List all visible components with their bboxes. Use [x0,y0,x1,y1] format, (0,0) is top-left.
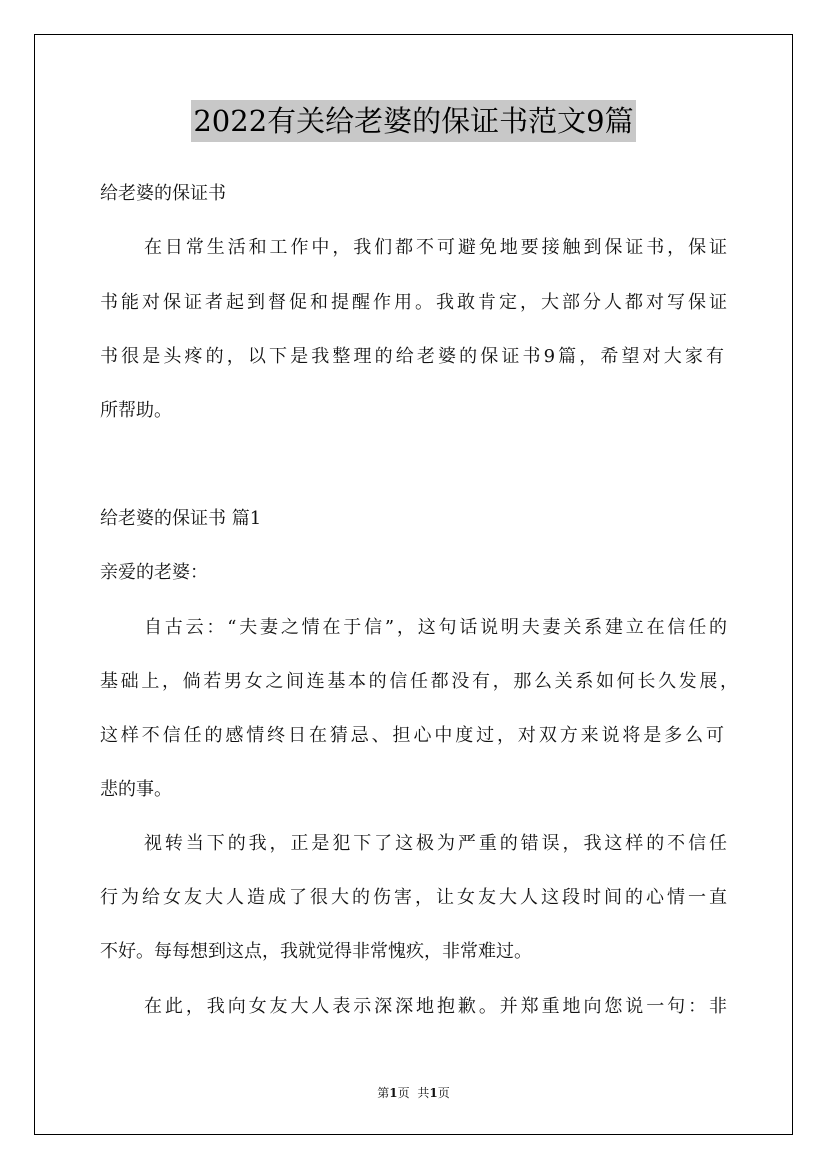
page-footer [0,1084,827,1101]
para1-line-4: 悲的事。 [100,779,172,800]
para1-line-2: 基础上，倘若男女之间连基本的信任都没有，那么关系如何长久发展， [100,671,738,692]
page-suffix: 页 [397,1086,410,1100]
para2-line-2: 行为给女友大人造成了很大的伤害，让女友大人这段时间的心情一直 [100,887,727,908]
para2-line-1: 视转当下的我，正是犯下了这极为严重的错误，我这样的不信任 [144,833,727,854]
intro-line-4: 所帮助。 [100,400,172,421]
total-suffix: 页 [437,1086,450,1100]
intro-line-1: 在日常生活和工作中，我们都不可避免地要接触到保证书，保证 [144,237,727,258]
intro-line-2: 书能对保证者起到督促和提醒作用。我敢肯定，大部分人都对写保证 [100,292,727,313]
para1-line-1: 自古云：“夫妻之情在于信”，这句话说明夫妻关系建立在信任的 [144,617,727,638]
article-heading: 给老婆的保证书 篇1 [100,508,262,529]
salutation: 亲爱的老婆： [100,562,208,583]
intro-line-3: 书很是头疼的，以下是我整理的给老婆的保证书9篇，希望对大家有 [100,346,724,367]
title-container [0,100,827,142]
page-prefix: 第 [377,1086,390,1100]
page-number: 1 [389,1086,398,1100]
para1-line-3: 这样不信任的感情终日在猜忌、担心中度过，对双方来说将是多么可 [100,725,724,746]
total-prefix: 共 [417,1086,430,1100]
total-pages: 1 [429,1086,438,1100]
section-heading: 给老婆的保证书 [100,183,226,204]
para3-line-1: 在此，我向女友大人表示深深地抱歉。并郑重地向您说一句：非 [144,996,727,1017]
document-title: 2022有关给老婆的保证书范文9篇 [191,100,635,142]
para2-line-3: 不好。每每想到这点，我就觉得非常愧疚，非常难过。 [100,941,532,962]
